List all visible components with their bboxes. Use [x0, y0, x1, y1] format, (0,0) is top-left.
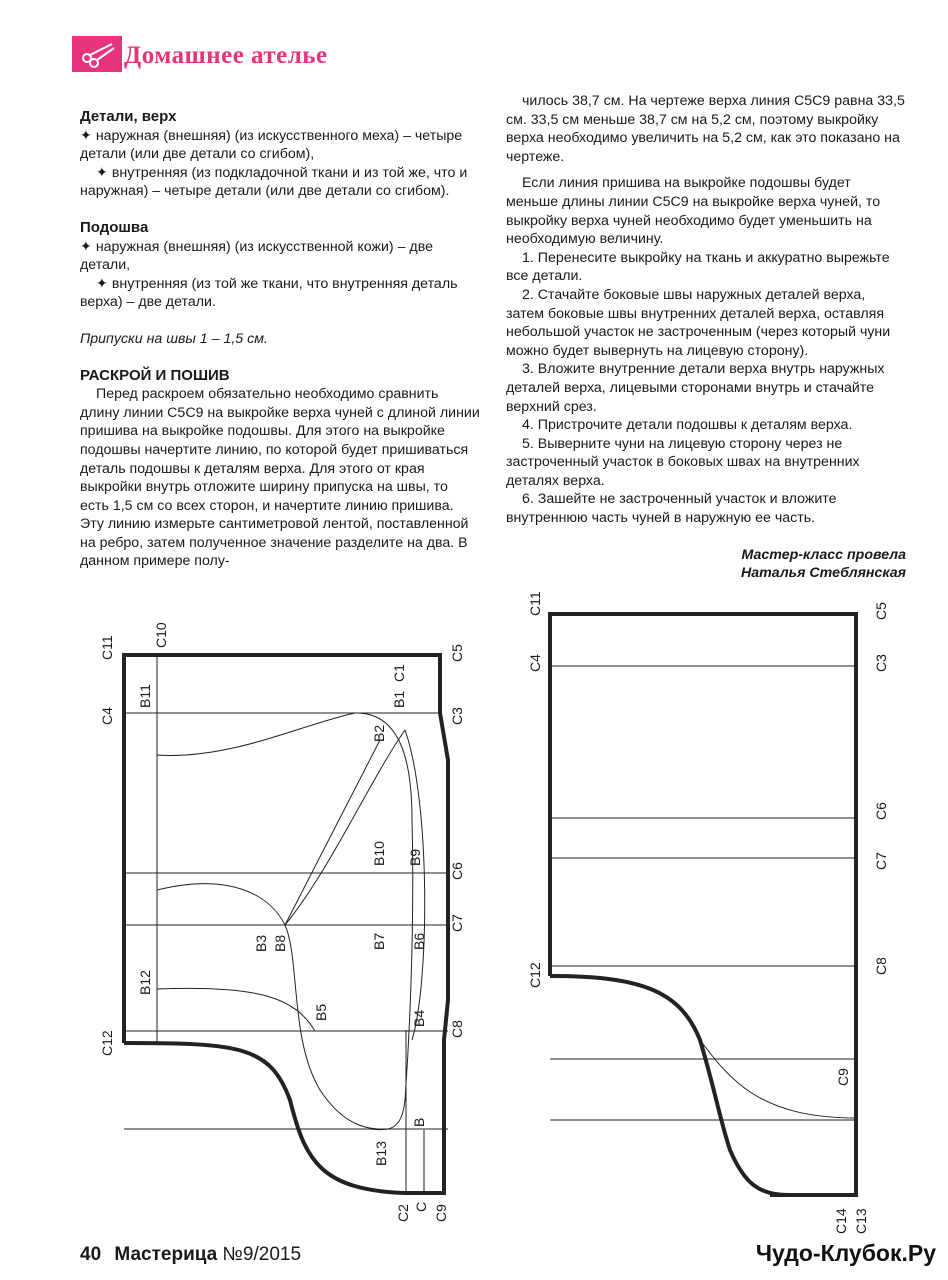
label-b6: B6 — [411, 932, 427, 950]
label-c7: C7 — [449, 914, 465, 932]
heading-cutting: РАСКРОЙ И ПОШИВ — [80, 366, 230, 384]
label-c5: C5 — [873, 602, 889, 620]
diagram-right — [550, 614, 856, 1195]
label-b1: B1 — [391, 690, 407, 708]
label-c8: C8 — [873, 957, 889, 975]
label-c10: C10 — [153, 622, 169, 648]
label-c4: C4 — [99, 707, 115, 725]
step-6: 6. Зашейте не застроченный участок и вложите внутреннюю часть чуней в наружную ее часть. — [506, 491, 837, 527]
label-c11: C11 — [99, 635, 115, 660]
paragraph: Перед раскроем обязательно необходимо сравнить длину линии С5С9 на выкройке верха чуней с длиной линии пришива на выкройке подошвы. Для этого на выкройке подошвы начертите линию, по которой будет пришиваться деталь подошвы к деталям верха. Для этого от края выкройки внутрь отложите ширину припуска на швы, то есть 1,5 см со всех сторон, и начертите линию пришива. Эту линию измерьте сантиметровой лентой, поставленной на ребро, затем полученное значение разделите на два. В данном примере полу- — [80, 386, 480, 570]
label-c6: C6 — [873, 802, 889, 820]
label-c9: C9 — [433, 1204, 449, 1222]
list-item: ✦ внутренняя (из подкладочной ткани и из той же, что и наружная) – четыре детали (или две детали со сгибом). — [80, 164, 468, 200]
label-c4: C4 — [527, 654, 543, 672]
label-c12: C12 — [99, 1030, 115, 1056]
author-line-1: Мастер-класс провела — [741, 546, 906, 563]
label-c6: C6 — [449, 862, 465, 880]
label-c3: C3 — [873, 654, 889, 672]
paragraph: чилось 38,7 см. На чертеже верха линия С5С9 равна 33,5 см. 33,5 см меньше 38,7 см на 5,2 см, поэтому выкройку верха необходимо увеличить на 5,2 см, как это показано на чертеже. — [506, 93, 905, 165]
step-2: 2. Стачайте боковые швы наружных деталей верха, затем боковые швы внутренних деталей верха, оставляя небольшой участок не застроченным (через который чуни можно будет вывернуть на лицевую сторону). — [506, 286, 891, 359]
label-b13: B13 — [373, 1141, 389, 1166]
page-footer — [80, 1244, 301, 1266]
label-c8: C8 — [449, 1020, 465, 1038]
label-c2: C2 — [395, 1204, 411, 1222]
step-4: 4. Пристрочите детали подошвы к деталям верха. — [522, 417, 853, 434]
section-title: Домашнее ателье — [124, 42, 328, 69]
label-c9: C9 — [835, 1068, 851, 1086]
magazine-name: Мастерица — [114, 1244, 218, 1265]
label-c5: C5 — [449, 644, 465, 662]
label-b3: B3 — [253, 934, 269, 952]
list-item: ✦ наружная (внешняя) (из искусственного меха) – четыре детали (или две детали со сгибом), — [80, 127, 463, 163]
seam-allowance-note: Припуски на швы 1 – 1,5 см. — [80, 330, 268, 347]
label-c12: C12 — [527, 962, 543, 988]
step-5: 5. Выверните чуни на лицевую сторону через не застроченный участок в боковых швах на внутренних деталях верха. — [506, 435, 860, 489]
label-b11: B11 — [137, 684, 153, 708]
label-b7: B7 — [371, 932, 387, 950]
label-b8: B8 — [272, 934, 288, 952]
label-c7: C7 — [873, 852, 889, 870]
list-item: ✦ внутренняя (из той же ткани, что внутренняя деталь верха) – две детали. — [80, 275, 458, 311]
paragraph: Если линия пришива на выкройке подошвы будет меньше длины линии С5С9 на выкройке верха чуней, то выкройку верха чуней необходимо будет уменьшить на необходимую величину. — [506, 175, 881, 248]
label-c3: C3 — [449, 707, 465, 725]
author-line-2: Наталья Стеблянская — [741, 565, 906, 582]
label-c1: C1 — [391, 664, 407, 682]
watermark: Чудо-Клубок.Ру — [755, 1240, 936, 1266]
label-c11: C11 — [527, 591, 543, 616]
heading-details-top: Детали, верх — [80, 108, 177, 125]
diagram-left — [124, 655, 448, 1193]
label-b12: B12 — [137, 970, 153, 995]
list-item: ✦ наружная (внешняя) (из искусственной кожи) – две детали, — [80, 238, 433, 274]
label-b: B — [411, 1117, 427, 1127]
label-b2: B2 — [371, 724, 387, 742]
heading-sole: Подошва — [80, 218, 149, 236]
label-b4: B4 — [411, 1009, 427, 1027]
label-b5: B5 — [313, 1003, 329, 1021]
step-3: 3. Вложите внутренние детали верха внутрь наружных деталей верха, лицевыми сторонами внутрь и стачайте верхний срез. — [506, 361, 885, 415]
diagram-right-labels — [527, 591, 889, 1234]
step-1: 1. Перенесите выкройку на ткань и аккуратно вырежьте все детали. — [506, 249, 890, 285]
label-c14: C14 — [833, 1208, 849, 1234]
page-number: 40 — [80, 1244, 102, 1265]
label-c13: C13 — [853, 1208, 869, 1234]
label-b10: B10 — [371, 841, 387, 866]
label-c: C — [413, 1201, 429, 1212]
diagram-left-labels — [99, 622, 465, 1222]
issue-number: №9/2015 — [222, 1244, 302, 1265]
label-b9: B9 — [407, 848, 423, 866]
